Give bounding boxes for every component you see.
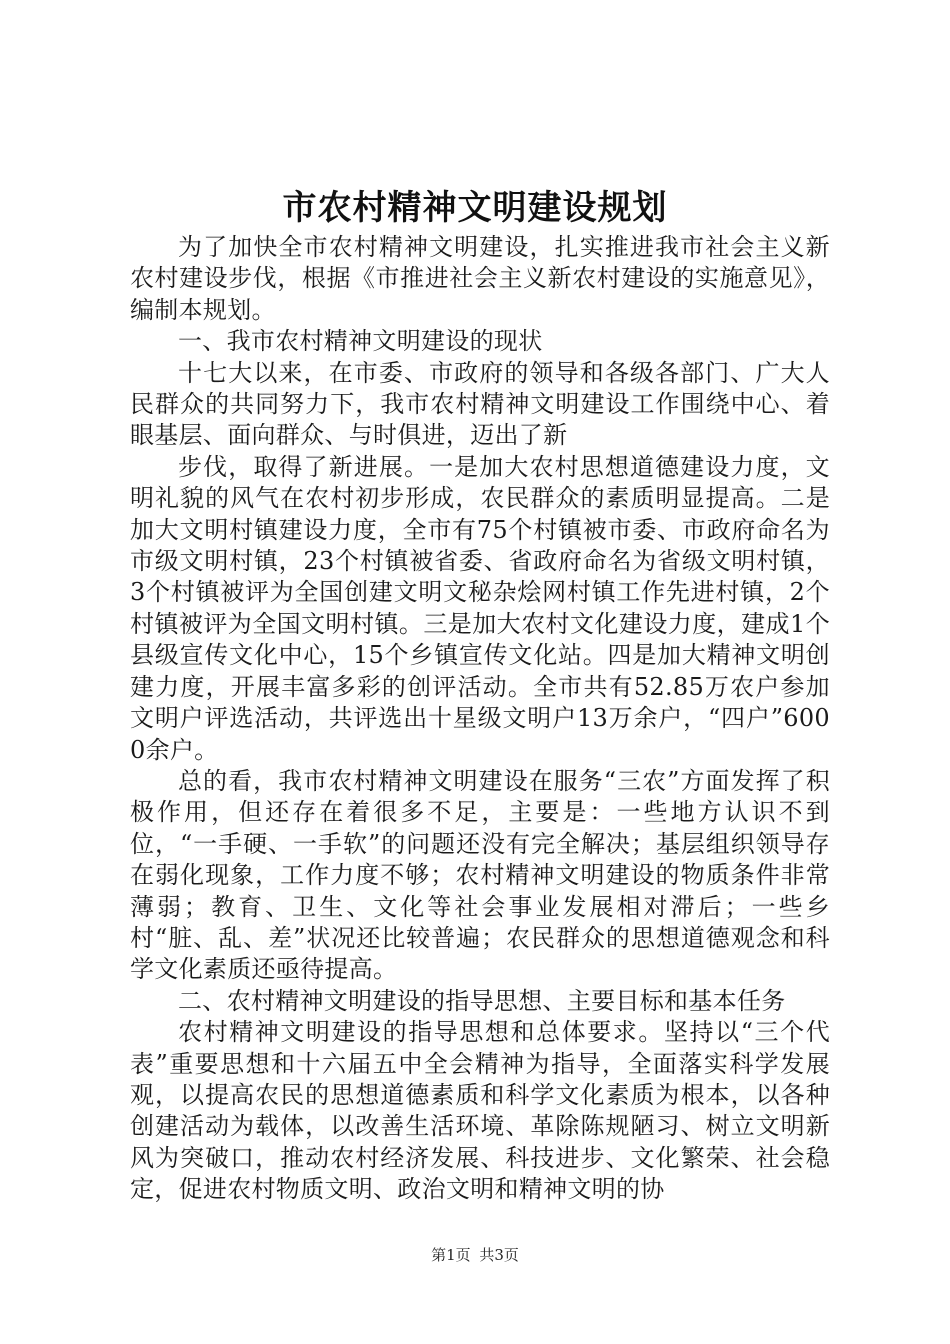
paragraph-status-2: 步伐，取得了新进展。一是加大农村思想道德建设力度，文明礼貌的风气在农村初步形成，农民群众的素质明显提高。二是加大文明村镇建设力度，全市有75个村镇被市委、市政府命名为市级文明村镇，23个村镇被省委、省政府命名为省级文明村镇，3个村镇被评为全国创建文明文秘杂烩网村镇工作先进村镇，2个村镇被评为全国文明村镇。三是加大农村文化建设力度，建成1个县级宣传文化中心，15个乡镇宣传文化站。四是加大精神文明创建力度，开展丰富多彩的创评活动。全市共有52.85万农户参加文明户评选活动，共评选出十星级文明户13万余户，“四户”6000余户。 — [130, 452, 830, 764]
document-body — [130, 232, 830, 1206]
page-footer — [0, 1245, 950, 1265]
section-heading-2: 二、农村精神文明建设的指导思想、主要目标和基本任务 — [178, 986, 786, 1015]
paragraph-intro: 为了加快全市农村精神文明建设，扎实推进我市社会主义新农村建设步伐，根据《市推进社会主义新农村建设的实施意见》，编制本规划。 — [130, 233, 830, 324]
paragraph-status-1: 十七大以来，在市委、市政府的领导和各级各部门、广大人民群众的共同努力下，我市农村精神文明建设工作围绕中心、着眼基层、面向群众、与时俱进，迈出了新 — [130, 358, 830, 450]
page-title: 市农村精神文明建设规划 — [282, 188, 668, 228]
paragraph-guiding-ideology: 农村精神文明建设的指导思想和总体要求。坚持以“三个代表”重要思想和十六届五中全会精神为指导，全面落实科学发展观，以提高农民的思想道德素质和科学文化素质为根本，以各种创建活动为载体，以改善生活环境、革除陈规陋习、树立文明新风为突破口，推动农村经济发展、科技进步、文化繁荣、社会稳定，促进农村物质文明、政治文明和精神文明的协 — [130, 1018, 830, 1204]
section-heading-1: 一、我市农村精神文明建设的现状 — [178, 327, 543, 356]
page-number-current: 第1页 — [431, 1246, 471, 1264]
page-number-total: 共3页 — [479, 1246, 519, 1264]
paragraph-summary: 总的看，我市农村精神文明建设在服务“三农”方面发挥了积极作用，但还存在着很多不足，主要是：一些地方认识不到位，“一手硬、一手软”的问题还没有完全解决；基层组织领导存在弱化现象，工作力度不够；农村精神文明建设的物质条件非常薄弱；教育、卫生、文化等社会事业发展相对滞后；一些乡村“脏、乱、差”状况还比较普遍；农民群众的思想道德观念和科学文化素质还亟待提高。 — [130, 766, 830, 984]
